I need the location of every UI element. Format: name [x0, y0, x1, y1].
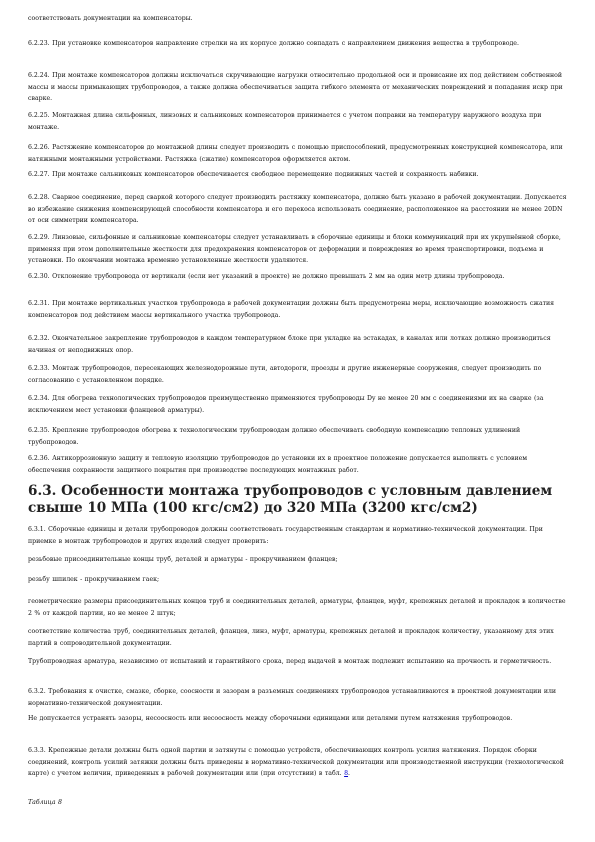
- paragraph: Трубопроводная арматура, независимо от испытаний и гарантийного срока, перед выдачей в монтаж подлежит испытанию на прочность и герметичность.: [28, 658, 552, 665]
- paragraph-6-2-30: 6.2.30. Отклонение трубопровода от вертикали (если нет указаний в проекте) не должно превышать 2 мм на один метр длины трубопровода.: [28, 273, 505, 280]
- paragraph-6-3-2: 6.3.2. Требования к очистке, смазке, сборке, соосности и зазорам в разъемных соединениях трубопроводов устанавливаются в проектной документации или нормативно-технической документации.: [28, 688, 557, 707]
- paragraph-6-2-34: 6.2.34. Для обогрева технологических трубопроводов преимущественно применяются трубопроводы Dy не менее 20 мм с соединениями их на сварке (за исключением мест установки фланцевой арматуры).: [28, 395, 544, 414]
- list-item: резьбу шпилек - прокручиванием гаек;: [28, 576, 160, 583]
- paragraph-6-2-26: 6.2.26. Растяжение компенсаторов до монтажной длины следует производить с помощью приспособлений, предусмотренных конструкцией компенсатора, или натяжными монтажными устройствами. Растяжка (сжатие) компенсаторов оформляется актом.: [28, 144, 563, 163]
- paragraph-6-3-1: 6.3.1. Сборочные единицы и детали трубопроводов должны соответствовать государственным стандартам и нормативно-технической документации. При приемке в монтаж трубопроводов и других изделий следует проверить:: [28, 526, 543, 545]
- section-heading-6-3: 6.3. Особенности монтажа трубопроводов с условным давлением свыше 10 МПа (100 кгс/см2) до 320 МПа (3200 кгс/см2): [28, 483, 553, 516]
- paragraph-6-2-23: 6.2.23. При установке компенсаторов направление стрелки на их корпусе должно совпадать с направлением движения вещества в трубопроводе.: [28, 40, 519, 47]
- document-page: [28, 0, 568, 842]
- paragraph-6-2-33: 6.2.33. Монтаж трубопроводов, пересекающих железнодорожные пути, автодороги, проезды и другие инженерные сооружения, следует производить по согласованию с установленном порядке.: [28, 365, 542, 384]
- paragraph-6-2-32: 6.2.32. Окончательное закрепление трубопроводов в каждом температурном блоке при укладке на эстакадах, в каналах или лотках должно производиться начиная от неподвижных опор.: [28, 335, 551, 354]
- list-item: соответствие количества труб, соединительных деталей, фланцев, линз, муфт, арматуры, крепежных деталей и прокладок количеству, указанному для этих партий в сопроводительной документации.: [28, 628, 554, 647]
- paragraph-6-2-24: 6.2.24. При монтаже компенсаторов должны исключаться скручивающие нагрузки относительно продольной оси и провисание их под действием собственной массы и массы примыкающих трубопроводов, а также должна обеспечиваться защита гибкого элемента от механических повреждений и попадания искр при сварке.: [28, 72, 563, 102]
- table-8-link[interactable]: 8: [344, 770, 349, 777]
- paragraph-6-2-25: 6.2.25. Монтажная длина сильфонных, линзовых и сальниковых компенсаторов принимается с учетом поправки на температуру наружного воздуха при монтаже.: [28, 112, 542, 131]
- paragraph: Не допускается устранять зазоры, несоосность или несоосность между сборочными единицами или деталями путем натяжения трубопроводов.: [28, 715, 513, 722]
- period: .: [348, 770, 350, 777]
- table-caption: Таблица 8: [28, 799, 62, 806]
- paragraph-6-2-27: 6.2.27. При монтаже сальниковых компенсаторов обеспечивается свободное перемещение подвижных частей и сохранность набивки.: [28, 171, 479, 178]
- paragraph-6-2-28: 6.2.28. Сварное соединение, перед сваркой которого следует производить растяжку компенсатора, должно быть указано в рабочей документации. Допускается во избежание снижения компенсирующей способности компенсатора и его перекоса использовать соединение, расположенное на расстоянии не менее 20DN от оси симметрии компенсатора.: [28, 194, 567, 224]
- paragraph-6-2-36: 6.2.36. Антикоррозионную защиту и тепловую изоляцию трубопроводов до установки их в проектное положение допускается выполнять с условием обеспечения сохранности защитного покрытия при производстве последующих монтажных работ.: [28, 455, 528, 474]
- paragraph-text: 6.3.3. Крепежные детали должны быть одной партии и затянуты с помощью устройств, обеспечивающих контроль усилия натяжения. Порядок сборки соединений, контроль усилий затяжки должны быть приведены в нормативно-технической документации или производственной инструкции (технологической карте) с учетом величин, приведенных в рабочей документации или (при отсутствии) в табл.: [28, 747, 564, 777]
- paragraph-6-2-35: 6.2.35. Крепление трубопроводов обогрева к технологическим трубопроводам должно обеспечивать свободную компенсацию тепловых удлинений трубопроводов.: [28, 427, 521, 446]
- paragraph-6-3-3: [28, 745, 568, 780]
- paragraph-6-2-31: 6.2.31. При монтаже вертикальных участков трубопровода в рабочей документации должны быть предусмотрены меры, исключающие возможность сжатия компенсаторов под действием массы вертикального участка трубопровода.: [28, 300, 555, 319]
- list-item: резьбовые присоединительные концы труб, деталей и арматуры - прокручиванием фланцев;: [28, 556, 338, 563]
- paragraph: соответствовать документации на компенсаторы.: [28, 15, 193, 22]
- paragraph-6-2-29: 6.2.29. Линзовые, сильфонные и сальниковые компенсаторы следует устанавливать в сборочные единицы и блоки коммуникаций при их укрупнённой сборке, применяя при этом дополнительные жесткости для предохранения компенсаторов от деформации и повреждения во время транспортировки, подъема и установки. По окончании монтажа временно установленные жесткости удаляются.: [28, 234, 561, 264]
- list-item: геометрические размеры присоединительных концов труб и соединительных деталей, арматуры, фланцев, муфт, крепежных деталей и прокладок в количестве 2 % от каждой партии, но не менее 2 штук;: [28, 598, 566, 617]
